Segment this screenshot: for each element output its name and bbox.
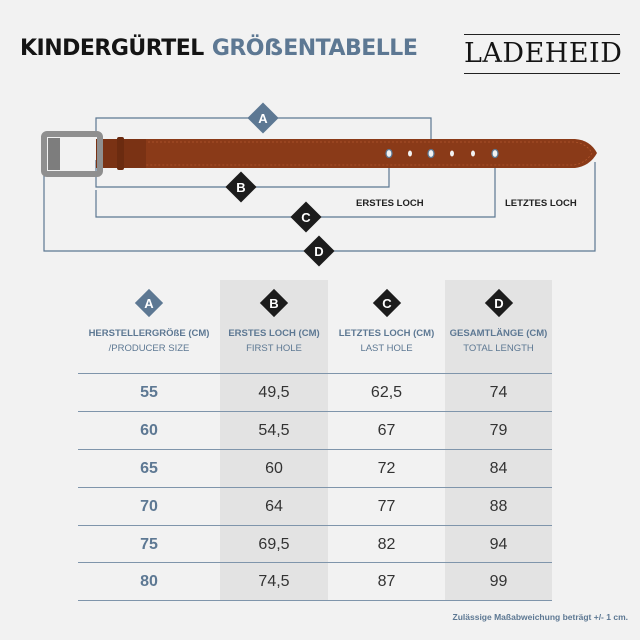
table-row <box>78 487 552 525</box>
badge-b <box>259 288 289 318</box>
svg-text:A: A <box>258 111 268 126</box>
badge-d <box>484 288 514 318</box>
cell-last-hole: 77 <box>377 498 396 515</box>
title-groessentabelle: GRÖẞENTABELLE <box>211 36 418 61</box>
cell-size: 60 <box>140 422 158 439</box>
marker-b <box>225 171 256 202</box>
marker-c <box>290 201 321 232</box>
column-label: HERSTELLERGRÖßE (CM) <box>88 328 210 339</box>
hole-first <box>386 150 392 158</box>
svg-text:D: D <box>493 296 504 311</box>
svg-text:C: C <box>381 296 392 311</box>
hole-last <box>492 150 498 158</box>
cell-first-hole: 74,5 <box>258 573 290 590</box>
brand-logo: LADEHEID <box>464 34 620 74</box>
hole <box>450 151 454 157</box>
table-row <box>78 411 552 449</box>
cell-size: 70 <box>140 498 158 515</box>
table-row <box>78 525 552 563</box>
cell-first-hole: 54,5 <box>258 422 290 439</box>
belt-keeper <box>117 137 124 170</box>
table-row <box>78 373 552 411</box>
cell-total-length: 79 <box>489 422 508 439</box>
first-hole-label: ERSTES LOCH <box>356 198 424 209</box>
svg-text:B: B <box>269 296 279 311</box>
column-header-size <box>78 280 220 372</box>
marker-a <box>247 102 278 133</box>
cell-first-hole: 49,5 <box>258 384 290 401</box>
cell-last-hole: 87 <box>377 573 396 590</box>
page-title <box>20 36 417 61</box>
cell-first-hole: 60 <box>265 460 283 477</box>
cell-first-hole: 64 <box>265 498 283 515</box>
column-header-last-hole <box>328 280 445 372</box>
cell-last-hole: 67 <box>377 422 396 439</box>
column-sublabel: /PRODUCER SIZE <box>108 343 190 354</box>
measurement-lines <box>44 118 595 251</box>
column-header-total-length <box>445 280 552 372</box>
belt-strap <box>96 139 597 168</box>
cell-last-hole: 72 <box>377 460 396 477</box>
svg-text:A: A <box>144 296 154 311</box>
cell-total-length: 84 <box>489 460 508 477</box>
badge-a <box>134 288 164 318</box>
badge-c <box>372 288 402 318</box>
cell-size: 55 <box>140 384 158 401</box>
cell-total-length: 94 <box>489 536 508 553</box>
cell-total-length: 88 <box>489 498 508 515</box>
cell-size: 80 <box>140 573 158 590</box>
table-row <box>78 562 552 601</box>
column-label: GESAMTLÄNGE (CM) <box>449 328 548 339</box>
svg-text:B: B <box>236 180 246 195</box>
column-sublabel: FIRST HOLE <box>246 343 302 354</box>
cell-size: 65 <box>140 460 158 477</box>
column-header-first-hole <box>220 280 328 372</box>
column-label: LETZTES LOCH (CM) <box>338 328 435 339</box>
cell-first-hole: 69,5 <box>258 536 290 553</box>
hole <box>471 151 475 157</box>
belt <box>44 134 597 174</box>
cell-last-hole: 62,5 <box>370 384 403 401</box>
cell-total-length: 99 <box>489 573 508 590</box>
column-sublabel: LAST HOLE <box>360 343 413 354</box>
last-hole-label: LETZTES LOCH <box>505 198 577 209</box>
title-kinderguertel: KINDERGÜRTEL <box>20 36 204 61</box>
tolerance-note: Zulässige Maßabweichung beträgt +/- 1 cm. <box>452 612 628 622</box>
column-sublabel: TOTAL LENGTH <box>463 343 534 354</box>
table-row <box>78 449 552 487</box>
belt-diagram <box>0 90 640 270</box>
hole-middle <box>428 150 434 158</box>
column-label: ERSTES LOCH (CM) <box>228 328 320 339</box>
buckle-bar <box>48 138 60 170</box>
marker-d <box>303 235 334 266</box>
svg-text:D: D <box>314 244 324 259</box>
cell-total-length: 74 <box>489 384 508 401</box>
svg-text:C: C <box>301 210 311 225</box>
hole <box>408 151 412 157</box>
cell-size: 75 <box>140 536 158 553</box>
cell-last-hole: 82 <box>377 536 396 553</box>
